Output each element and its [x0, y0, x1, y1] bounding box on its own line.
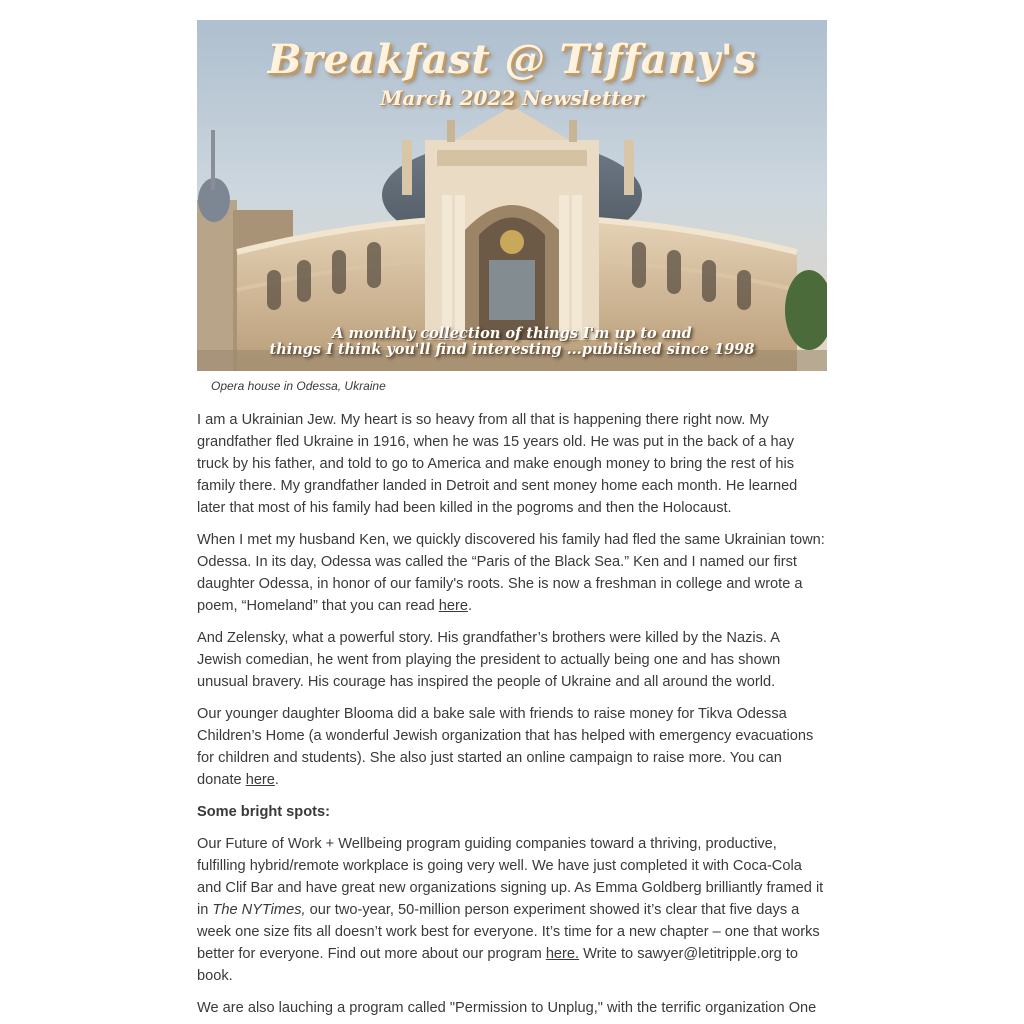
paragraph-unplug: We are also lauching a program called "Permission to Unplug," with the terrific organization One	[197, 1000, 817, 1016]
newsletter-subtitle: March 2022 Newsletter	[380, 86, 644, 110]
tagline-line-1: A monthly collection of things I'm up to and	[332, 325, 692, 342]
paragraph-heritage: I am a Ukrainian Jew. My heart is so heavy from all that is happening there right now. My grandfather fled Ukraine in 1916, when he was 15 years old. He was put in the back of a hay truck by his father, and told to go to America and make enough money to bring the rest of his family there. My grandfather landed in Detroit and sent money home each month. He learned later that most of his family had been killed in the pogroms and then the Holocaust.	[197, 412, 798, 516]
paragraph-future-of-work	[197, 833, 827, 987]
homeland-poem-link[interactable]: here	[438, 598, 468, 614]
paragraph-bake-sale-text: Our younger daughter Blooma did a bake sale with friends to raise money for Tikva Odessa Children’s Home (a wonderful Jewish organization that has helped with emergency evacuations for children and students). She also just started an online campaign to raise more. You can donate	[197, 706, 814, 788]
donate-link[interactable]: here	[245, 772, 275, 788]
paragraph-zelensky: And Zelensky, what a powerful story. His grandfather’s brothers were killed by the Nazis. A Jewish comedian, he went from playing the president to actually being one and has shown unusual bravery. His courage has inspired the people of Ukraine and all around the world.	[197, 630, 781, 690]
bright-spots-heading: Some bright spots:	[197, 804, 330, 820]
image-caption: Opera house in Odessa, Ukraine	[211, 379, 386, 393]
paragraph-odessa	[197, 529, 827, 617]
paragraph-odessa-text: When I met my husband Ken, we quickly discovered his family had fled the same Ukrainian town: Odessa. In its day, Odessa was called the “Paris of the Black Sea.” Ken and I named our first daughter Odessa, in honor of our family's roots. She is now a freshman in college and wrote a poem, “Homeland” that you can read	[197, 532, 825, 614]
paragraph-bake-sale	[197, 703, 827, 791]
newsletter-body	[197, 409, 827, 1019]
nytimes-reference: The NYTimes,	[212, 902, 306, 918]
paragraph-fow-middle: our two-year, 50-million person experiment showed it’s clear that five days a week one size fits all doesn’t work best for everyone. It’s time for a new chapter – one that works better for everyone. Find out more about our program	[197, 902, 820, 962]
header-banner	[197, 20, 827, 371]
newsletter-title: Breakfast @ Tiffany's	[267, 36, 757, 83]
tagline-line-2: things I think you'll find interesting ...published since 1998	[269, 341, 755, 358]
paragraph-fow-text: Our Future of Work + Wellbeing program guiding companies toward a thriving, productive, fulfilling hybrid/remote workplace is going very well. We have just completed it with Coca-Cola and Clif Bar and have great new organizations signing up. As Emma Goldberg brilliantly framed it in	[197, 836, 824, 918]
paragraph-odessa-end: .	[467, 598, 473, 614]
paragraph-fow-end: Write to sawyer@letitripple.org to book.	[197, 946, 799, 984]
newsletter-page	[197, 0, 827, 1019]
paragraph-bake-sale-end: .	[274, 772, 279, 788]
program-link[interactable]: here.	[545, 946, 580, 962]
newsletter-tagline	[197, 326, 827, 358]
